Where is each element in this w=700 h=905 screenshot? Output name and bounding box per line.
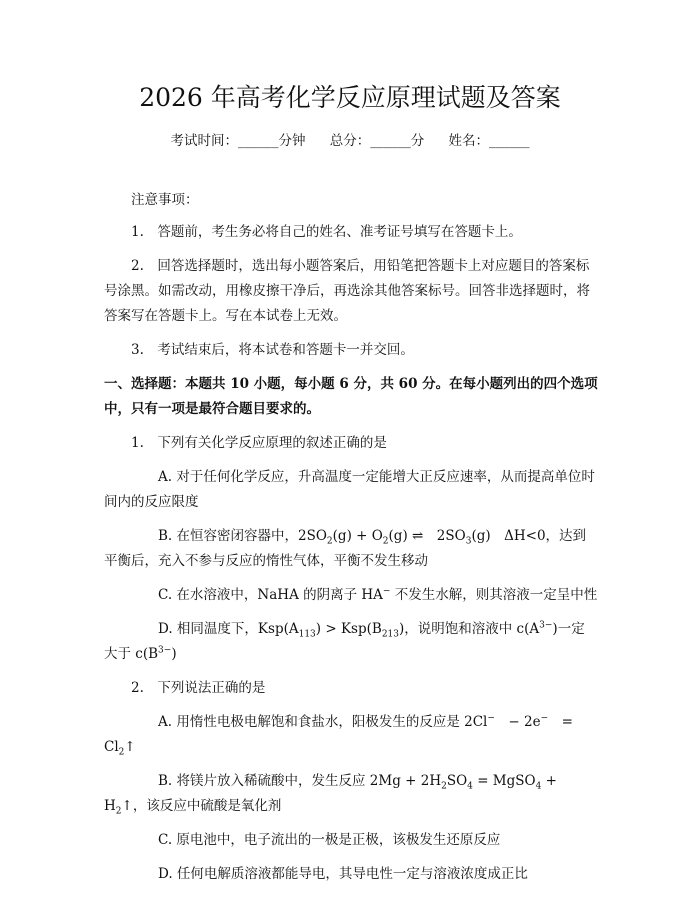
question-2-stem: 2. 下列说法正确的是 [131, 680, 266, 696]
exam-score: 总分：______分 [329, 133, 425, 149]
question-1-option-a: A. 对于任何化学反应，升高温度一定能增大正反应速率，从而提高单位时间内的反应限度 [104, 469, 595, 510]
question-2-option-c: C. 原电池中，电子流出的一极是正极，该极发生还原反应 [158, 832, 501, 848]
notice-item-2: 2. 回答选择题时，选出每小题答案后，用铅笔把答题卡上对应题目的答案标号涂黑。如需改动，用橡皮擦干净后，再选涂其他答案标号。回答非选择题时，将答案写在答题卡上。写在本试卷上无效。 [104, 258, 590, 324]
notice-item-1: 1. 答题前，考生务必将自己的姓名、准考证号填写在答题卡上。 [131, 224, 522, 240]
page-title: 2026 年高考化学反应原理试题及答案 [139, 83, 561, 112]
question-2-option-b: B. 将镁片放入稀硫酸中，发生反应 $2Mg + 2H_2SO_4$ = MgSO$_4$ + $H_2↑$，该反应中硫酸是氧化剂 [104, 773, 557, 817]
question-1-option-c: C. 在水溶液中，NaHA 的阴离子 HA− 不发生水解，则其溶液一定呈中性 [158, 586, 598, 603]
exam-body [104, 188, 598, 896]
section-heading: 一、选择题：本题共 10 小题，每小题 6 分，共 60 分。在每小题列出的四个选项中，只有一项是最符合题目要求的。 [104, 376, 598, 417]
question-2-option-d: D. 任何电解质溶液都能导电，其导电性一定与溶液浓度成正比 [158, 866, 528, 882]
question-1-stem: 1. 下列有关化学反应原理的叙述正确的是 [131, 435, 387, 451]
exam-time: 考试时间：______分钟 [170, 133, 306, 149]
question-1-option-d: D. 相同温度下，$Ksp(A_{113}) > Ksp(B_{213})$，说明饱和溶液中 $c(A^{3-})$一定大于 $c(B^{3-})$ [104, 620, 585, 662]
question-1-option-b: B. 在恒容密闭容器中，$2SO_2(g) + O_2(g)$ ⇌ $2SO_3(g)$ ΔH<0，达到平衡后，充入不参与反应的惰性气体，平衡不发生移动 [104, 528, 587, 569]
exam-name: 姓名：______ [448, 133, 530, 149]
question-2-option-a: A. 用惰性电极电解饱和食盐水，阳极发生的反应是 2Cl− − 2e− = $Cl_2↑$ [104, 713, 587, 758]
notice-item-3: 3. 考试结束后，将本试卷和答题卡一并交回。 [131, 342, 414, 358]
exam-meta [0, 130, 700, 152]
notice-heading: 注意事项： [131, 192, 199, 208]
